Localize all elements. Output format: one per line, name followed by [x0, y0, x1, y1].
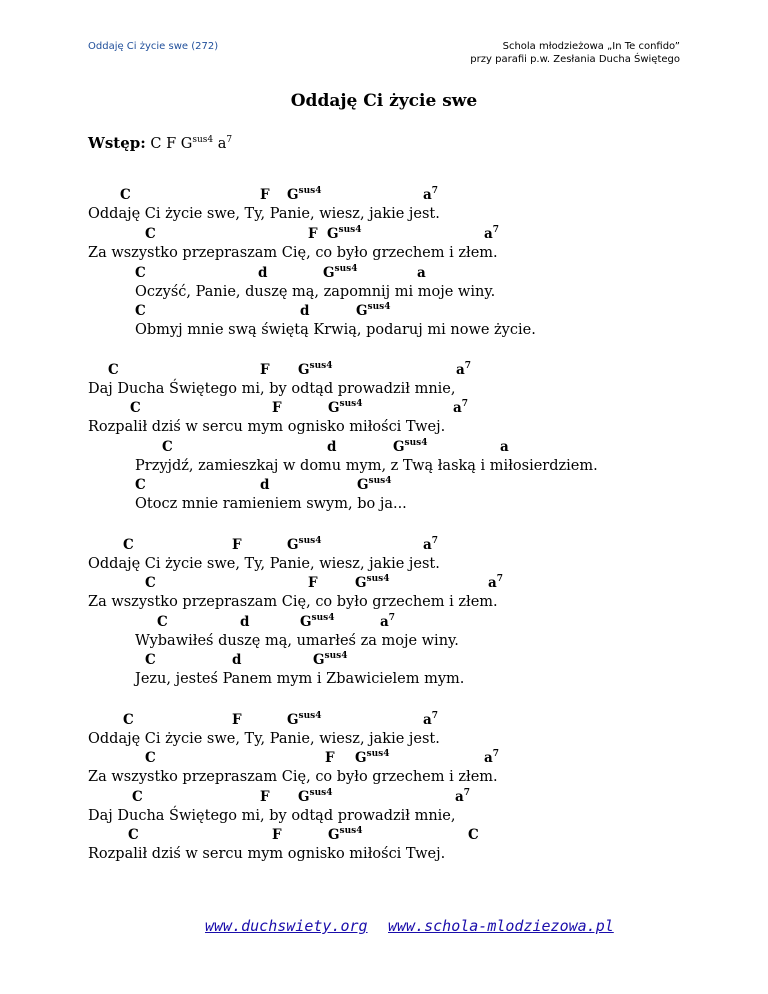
header-right-info — [470, 40, 680, 66]
chord-label: $G^{sus4}$ — [328, 826, 363, 843]
lyric-line: Rozpalił dziś w sercu mym ognisko miłości Twej. — [88, 419, 446, 435]
chord-label: $G^{sus4}$ — [300, 613, 335, 630]
chord-label: d — [327, 439, 337, 455]
chord-label: C — [130, 400, 141, 416]
chord-label: $a^7$ — [423, 711, 439, 728]
chord-label: $G^{sus4}$ — [328, 399, 363, 416]
lyric-line: Oczyść, Panie, duszę mą, zapomnij mi moje winy. — [135, 284, 496, 300]
chord-label: $a^7$ — [484, 225, 500, 242]
chord-label: C — [468, 827, 479, 843]
chord-label: $G^{sus4}$ — [287, 711, 322, 728]
chord-label: C — [145, 226, 156, 242]
chord-label: d — [232, 652, 242, 668]
chord-label: F — [308, 226, 318, 242]
chord-label: $G^{sus4}$ — [313, 651, 348, 668]
chord-label: C — [135, 265, 146, 281]
chord-label: C — [123, 712, 134, 728]
chord-label: C — [120, 187, 131, 203]
chord-label: C — [128, 827, 139, 843]
lyric-line: Za wszystko przepraszam Cię, co było grzechem i złem. — [88, 769, 498, 785]
lyric-line: Jezu, jesteś Panem mym i Zbawicielem mym. — [135, 671, 465, 687]
lyric-line: Oddaję Ci życie swe, Ty, Panie, wiesz, jakie jest. — [88, 556, 440, 572]
chord-label: $G^{sus4}$ — [357, 476, 392, 493]
lyric-line: Oddaję Ci życie swe, Ty, Panie, wiesz, jakie jest. — [88, 206, 440, 222]
chord-label: C — [123, 537, 134, 553]
lyric-line: Za wszystko przepraszam Cię, co było grzechem i złem. — [88, 245, 498, 261]
chord-label: C — [145, 575, 156, 591]
chord-label: F — [272, 827, 282, 843]
intro-line — [88, 134, 232, 152]
chord-label: $G^{sus4}$ — [287, 536, 322, 553]
chord-label: $G^{sus4}$ — [287, 186, 322, 203]
lyric-line: Otocz mnie ramieniem swym, bo ja... — [135, 496, 407, 512]
chord-label: F — [325, 750, 335, 766]
chord-label: a — [417, 265, 426, 281]
chord-label: $a^7$ — [423, 536, 439, 553]
chord-label: F — [308, 575, 318, 591]
chord-label: C — [135, 477, 146, 493]
chord-label: $a^7$ — [453, 399, 469, 416]
chord-label: C — [157, 614, 168, 630]
chord-label: $G^{sus4}$ — [355, 749, 390, 766]
chord-label: $G^{sus4}$ — [393, 438, 428, 455]
chord-label: F — [260, 187, 270, 203]
chord-label: F — [260, 362, 270, 378]
lyric-line: Za wszystko przepraszam Cię, co było grzechem i złem. — [88, 594, 498, 610]
chord-label: $a^7$ — [423, 186, 439, 203]
chord-label: F — [272, 400, 282, 416]
footer-link-schola[interactable]: www.schola-mlodziezowa.pl — [388, 917, 614, 935]
chord-label: $G^{sus4}$ — [356, 302, 391, 319]
lyric-line: Obmyj mnie swą świętą Krwią, podaruj mi nowe życie. — [135, 322, 536, 338]
chord-label: d — [300, 303, 310, 319]
chord-label: a — [500, 439, 509, 455]
chord-label: $a^7$ — [484, 749, 500, 766]
page-title: Oddaję Ci życie swe — [290, 91, 478, 111]
chord-label: d — [240, 614, 250, 630]
chord-label: C — [132, 789, 143, 805]
lyric-line: Wybawiłeś duszę mą, umarłeś za moje winy. — [135, 633, 459, 649]
chord-label: C — [135, 303, 146, 319]
header-right-line2: przy parafii p.w. Zesłania Ducha Świętego — [470, 54, 680, 65]
chord-label: $G^{sus4}$ — [355, 574, 390, 591]
chord-label: $G^{sus4}$ — [298, 361, 333, 378]
chord-label: $a^7$ — [456, 361, 472, 378]
lyric-line: Daj Ducha Świętego mi, by odtąd prowadził mnie, — [88, 381, 456, 397]
chord-label: F — [260, 789, 270, 805]
footer-link-duchswiety[interactable]: www.duchswiety.org — [205, 917, 368, 935]
chord-label: C — [145, 652, 156, 668]
intro-chords: C F $G^{sus4}$ $a^7$ — [150, 135, 233, 152]
chord-label: $G^{sus4}$ — [327, 225, 362, 242]
lyric-line: Oddaję Ci życie swe, Ty, Panie, wiesz, jakie jest. — [88, 731, 440, 747]
chord-label: $a^7$ — [488, 574, 504, 591]
chord-label: $G^{sus4}$ — [323, 264, 358, 281]
chord-label: C — [145, 750, 156, 766]
header-right-line1: Schola młodzieżowa „In Te confido” — [502, 41, 680, 52]
lyric-line: Daj Ducha Świętego mi, by odtąd prowadził mnie, — [88, 808, 456, 824]
chord-label: F — [232, 712, 242, 728]
header-left-title: Oddaję Ci życie swe (272) — [88, 41, 219, 52]
chord-label: $a^7$ — [455, 788, 471, 805]
lyric-line: Rozpalił dziś w sercu mym ognisko miłości Twej. — [88, 846, 446, 862]
lyric-line: Przyjdź, zamieszkaj w domu mym, z Twą łaską i miłosierdziem. — [135, 458, 598, 474]
chord-label: $a^7$ — [380, 613, 396, 630]
intro-label: Wstęp: — [88, 134, 146, 152]
chord-label: C — [162, 439, 173, 455]
chord-label: d — [260, 477, 270, 493]
chord-label: C — [108, 362, 119, 378]
chord-label: F — [232, 537, 242, 553]
chord-label: $G^{sus4}$ — [298, 788, 333, 805]
chord-label: d — [258, 265, 268, 281]
